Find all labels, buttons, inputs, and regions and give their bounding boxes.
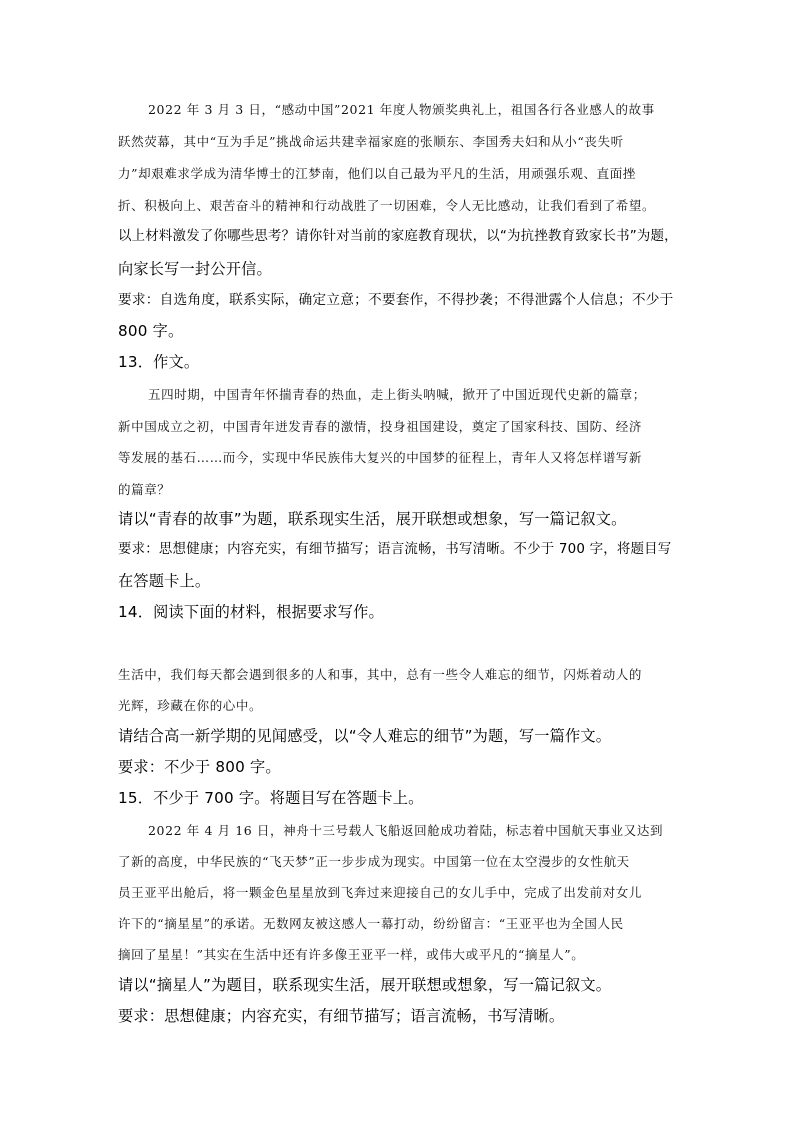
question-15-passage-line-5: 摘回了星星！”其实在生活中还有许多像王亚平一样，或伟大或平凡的“摘星人”。: [118, 947, 585, 962]
question-15-prompt-line-1: 请以“摘星人”为题目，联系现实生活，展开联想或想象，写一篇记叙文。: [118, 976, 612, 994]
prompt-1-line-2: 向家长写一封公开信。: [118, 260, 272, 278]
question-14-prompt-line-2: 要求：不少于 800 字。: [118, 758, 281, 776]
question-14-passage-line-1: 生活中，我们每天都会遇到很多的人和事，其中，总有一些令人难忘的细节，闪烁着动人的: [118, 667, 643, 682]
question-13-passage-line-3: 等发展的基石……而今，实现中华民族伟大复兴的中国梦的征程上，青年人又将怎样谱写新: [118, 450, 643, 465]
question-15-passage-line-2: 了新的高度，中华民族的“飞天梦”正一步步成为现实。中国第一位在太空漫步的女性航天: [118, 854, 630, 869]
question-13-passage-line-2: 新中国成立之初，中国青年迸发青春的激情，投身祖国建设，奠定了国家科技、国防、经济: [118, 419, 643, 434]
question-14-heading: 14．阅读下面的材料，根据要求写作。: [118, 603, 384, 621]
passage-1-line-1: 2022 年 3 月 3 日，“感动中国”2021 年度人物颁奖典礼上，祖国各行各业感人的故事: [148, 102, 655, 117]
question-15-prompt-line-2: 要求：思想健康；内容充实，有细节描写；语言流畅，书写清晰。: [118, 1007, 565, 1025]
prompt-1-requirement-line-1: 要求：自选角度，联系实际，确定立意；不要套作，不得抄袭；不得泄露个人信息；不少于: [118, 292, 674, 308]
passage-1-line-3: 力”却艰难求学成为清华博士的江梦南，他们以自己最为平凡的生活，用顽强乐观、直面挫: [118, 166, 636, 181]
question-15-passage-line-4: 许下的“摘星星”的承诺。无数网友被这感人一幕打动，纷纷留言：“王亚平也为全国人民: [118, 916, 624, 931]
prompt-1-line-1: 以上材料激发了你哪些思考？请你针对当前的家庭教育现状，以“为抗挫教育致家长书”为题，: [118, 229, 678, 244]
passage-1-line-2: 跃然荧幕，其中“互为手足”挑战命运共建幸福家庭的张顺东、李国秀夫妇和从小“丧失听: [118, 134, 624, 149]
question-14-prompt-line-1: 请结合高一新学期的见闻感受，以“令人难忘的细节”为题，写一篇作文。: [118, 727, 612, 745]
passage-1-line-4: 折、积极向上、艰苦奋斗的精神和行动战胜了一切困难，令人无比感动，让我们看到了希望。: [118, 198, 656, 213]
question-13-heading: 13．作文。: [118, 353, 200, 371]
question-13-prompt-line-3: 在答题卡上。: [118, 572, 211, 590]
question-13-passage-line-4: 的篇章？: [118, 482, 171, 497]
question-14-passage-line-2: 光辉，珍藏在你的心中。: [118, 698, 263, 713]
question-13-prompt-line-2: 要求：思想健康；内容充实，有细节描写；语言流畅，书写清晰。不少于 700 字，将题目写: [118, 542, 672, 557]
question-15-passage-line-3: 员王亚平出舱后，将一颗金色星星放到飞奔过来迎接自己的女儿手中，完成了出发前对女儿: [118, 885, 643, 900]
question-13-passage-line-1: 五四时期，中国青年怀揣青春的热血，走上街头呐喊，掀开了中国近现代史新的篇章；: [148, 387, 646, 402]
question-15-passage-line-1: 2022 年 4 月 16 日，神舟十三号载人飞船返回舱成功着陆，标志着中国航天事业又达到: [148, 823, 664, 838]
question-15-heading: 15．不少于 700 字。将题目写在答题卡上。: [118, 789, 424, 807]
prompt-1-requirement-line-2: 800 字。: [118, 322, 184, 340]
question-13-prompt-line-1: 请以“青春的故事”为题，联系现实生活，展开联想或想象，写一篇记叙文。: [118, 510, 627, 528]
